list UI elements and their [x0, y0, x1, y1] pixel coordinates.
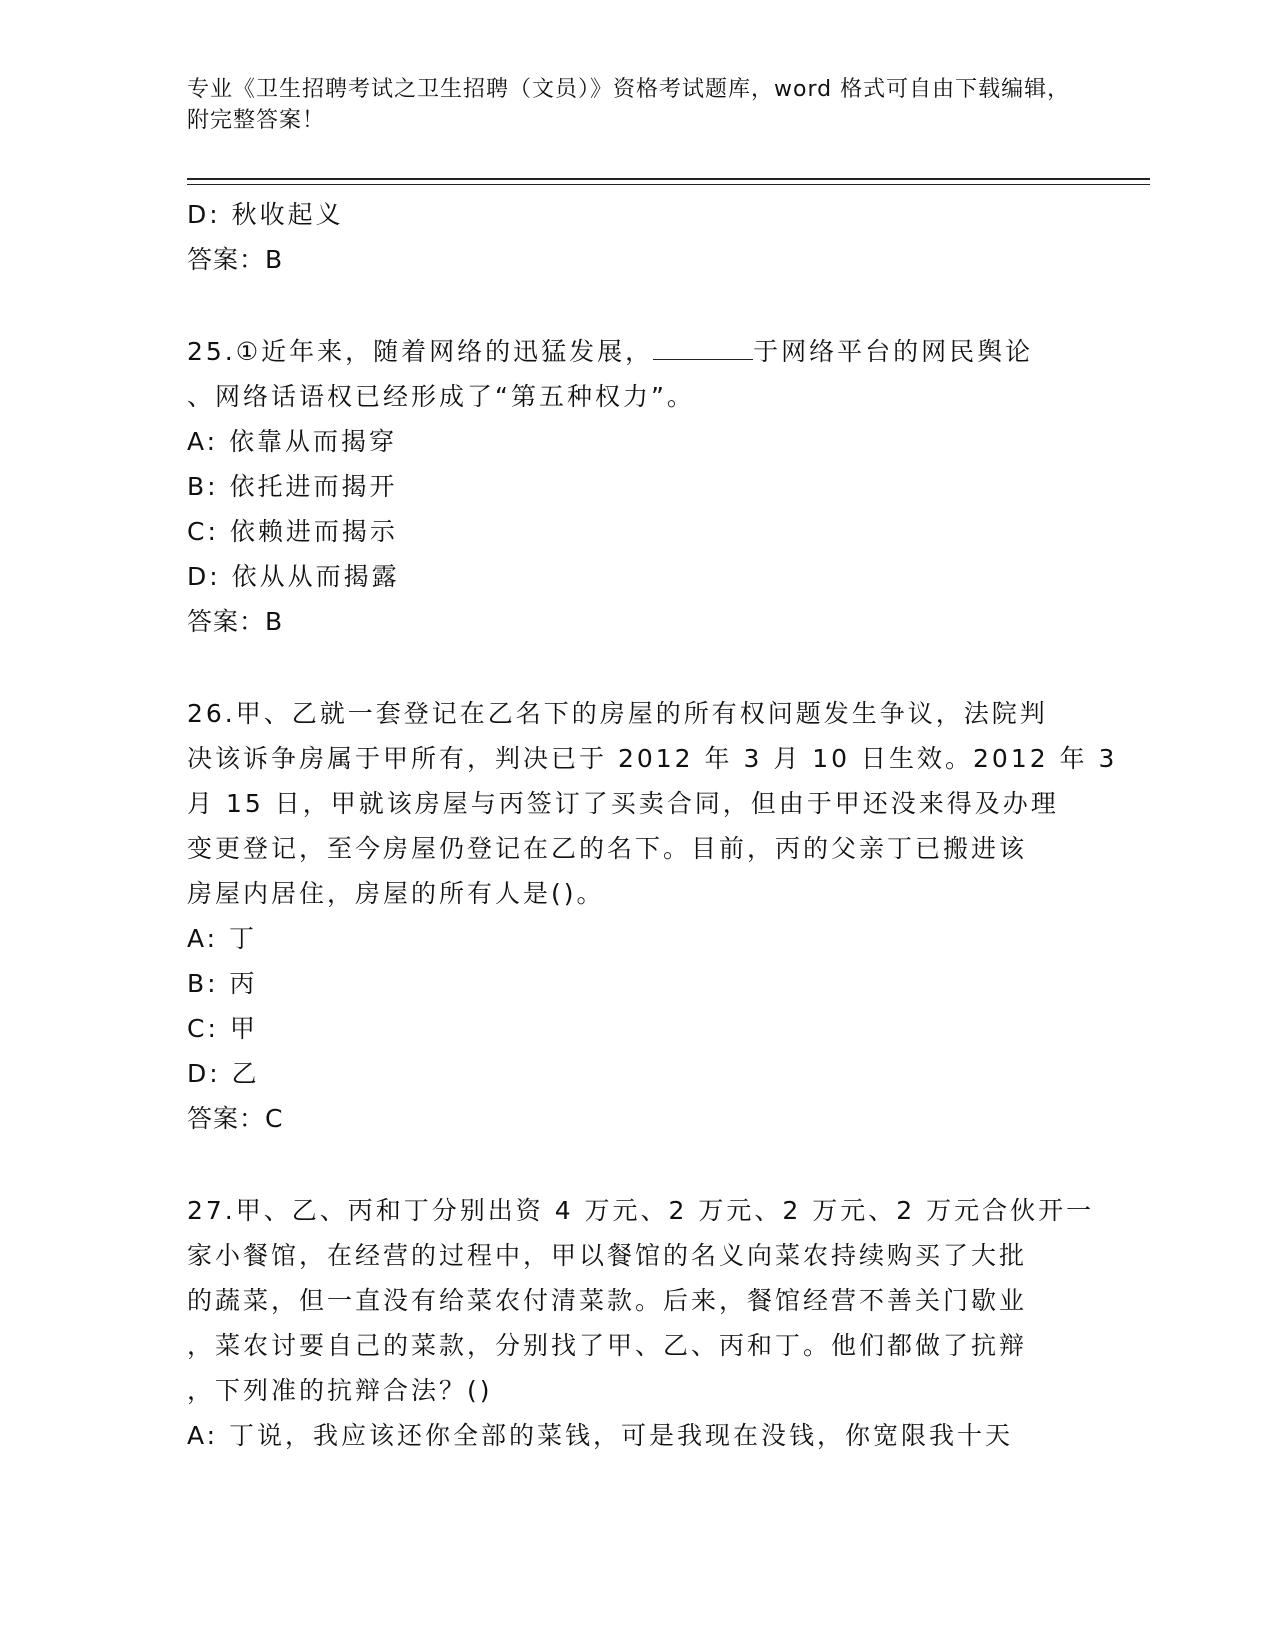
option-c: C: 依赖进而揭示: [187, 517, 398, 546]
question-27: [187, 1188, 1095, 1458]
option-b: B: 依托进而揭开: [187, 472, 398, 501]
option-d: D: 秋收起义: [187, 200, 344, 229]
header-rule-thick: [187, 178, 1150, 180]
question-text-line: 27.甲、乙、丙和丁分别出资 4 万元、2 万元、2 万元、2 万元合伙开一: [187, 1196, 1095, 1225]
question-text-line: ，下列准的抗辩合法？(): [187, 1376, 493, 1405]
page-header: 专业《卫生招聘考试之卫生招聘（文员）》资格考试题库，word 格式可自由下载编辑，附完整答案！: [187, 77, 1071, 133]
question-text-line: 家小餐馆，在经营的过程中，甲以餐馆的名义向菜农持续购买了大批: [187, 1241, 1028, 1270]
question-text-line: 决该诉争房属于甲所有，判决已于 2012 年 3 月 10 日生效。2012 年 3: [187, 744, 1118, 773]
question-text: [187, 329, 1087, 374]
option-c: C: 甲: [187, 1014, 258, 1043]
question-text-line: 变更登记，至今房屋仍登记在乙的名下。目前，丙的父亲丁已搬进该: [187, 834, 1028, 863]
header-rule-thin: [187, 184, 1150, 185]
question-content: [187, 192, 1118, 1458]
answer-line: 答案：B: [187, 607, 284, 636]
answer-line: 答案：C: [187, 1104, 284, 1133]
fill-blank: [653, 337, 753, 360]
question-text-line2: 、网络话语权已经形成了“第五种权力”。: [187, 382, 695, 411]
option-b: B: 丙: [187, 969, 258, 998]
option-d: D: 依从从而揭露: [187, 562, 400, 591]
question-text-line: 月 15 日，甲就该房屋与丙签订了买卖合同，但由于甲还没来得及办理: [187, 789, 1059, 818]
question-26: [187, 691, 1118, 1141]
question-text-line: 房屋内居住，房屋的所有人是()。: [187, 879, 605, 908]
option-a: A: 丁说，我应该还你全部的菜钱，可是我现在没钱，你宽限我十天: [187, 1421, 1014, 1450]
option-a: A: 丁: [187, 924, 258, 953]
question-text-line: 的蔬菜，但一直没有给菜农付清菜款。后来，餐馆经营不善关门歇业: [187, 1286, 1028, 1315]
question-text-part2: 于网络平台的网民舆论: [753, 337, 1034, 366]
question-25: [187, 329, 1087, 644]
option-a: A: 依靠从而揭穿: [187, 427, 398, 456]
question-text-line: ，菜农讨要自己的菜款，分别找了甲、乙、丙和丁。他们都做了抗辩: [187, 1331, 1028, 1360]
answer-line: 答案：B: [187, 245, 284, 274]
question-text-part1: 25.①近年来，随着网络的迅猛发展，: [187, 337, 654, 366]
option-d: D: 乙: [187, 1059, 260, 1088]
question-text-line: 26.甲、乙就一套登记在乙名下的房屋的所有权问题发生争议，法院判: [187, 699, 1048, 728]
